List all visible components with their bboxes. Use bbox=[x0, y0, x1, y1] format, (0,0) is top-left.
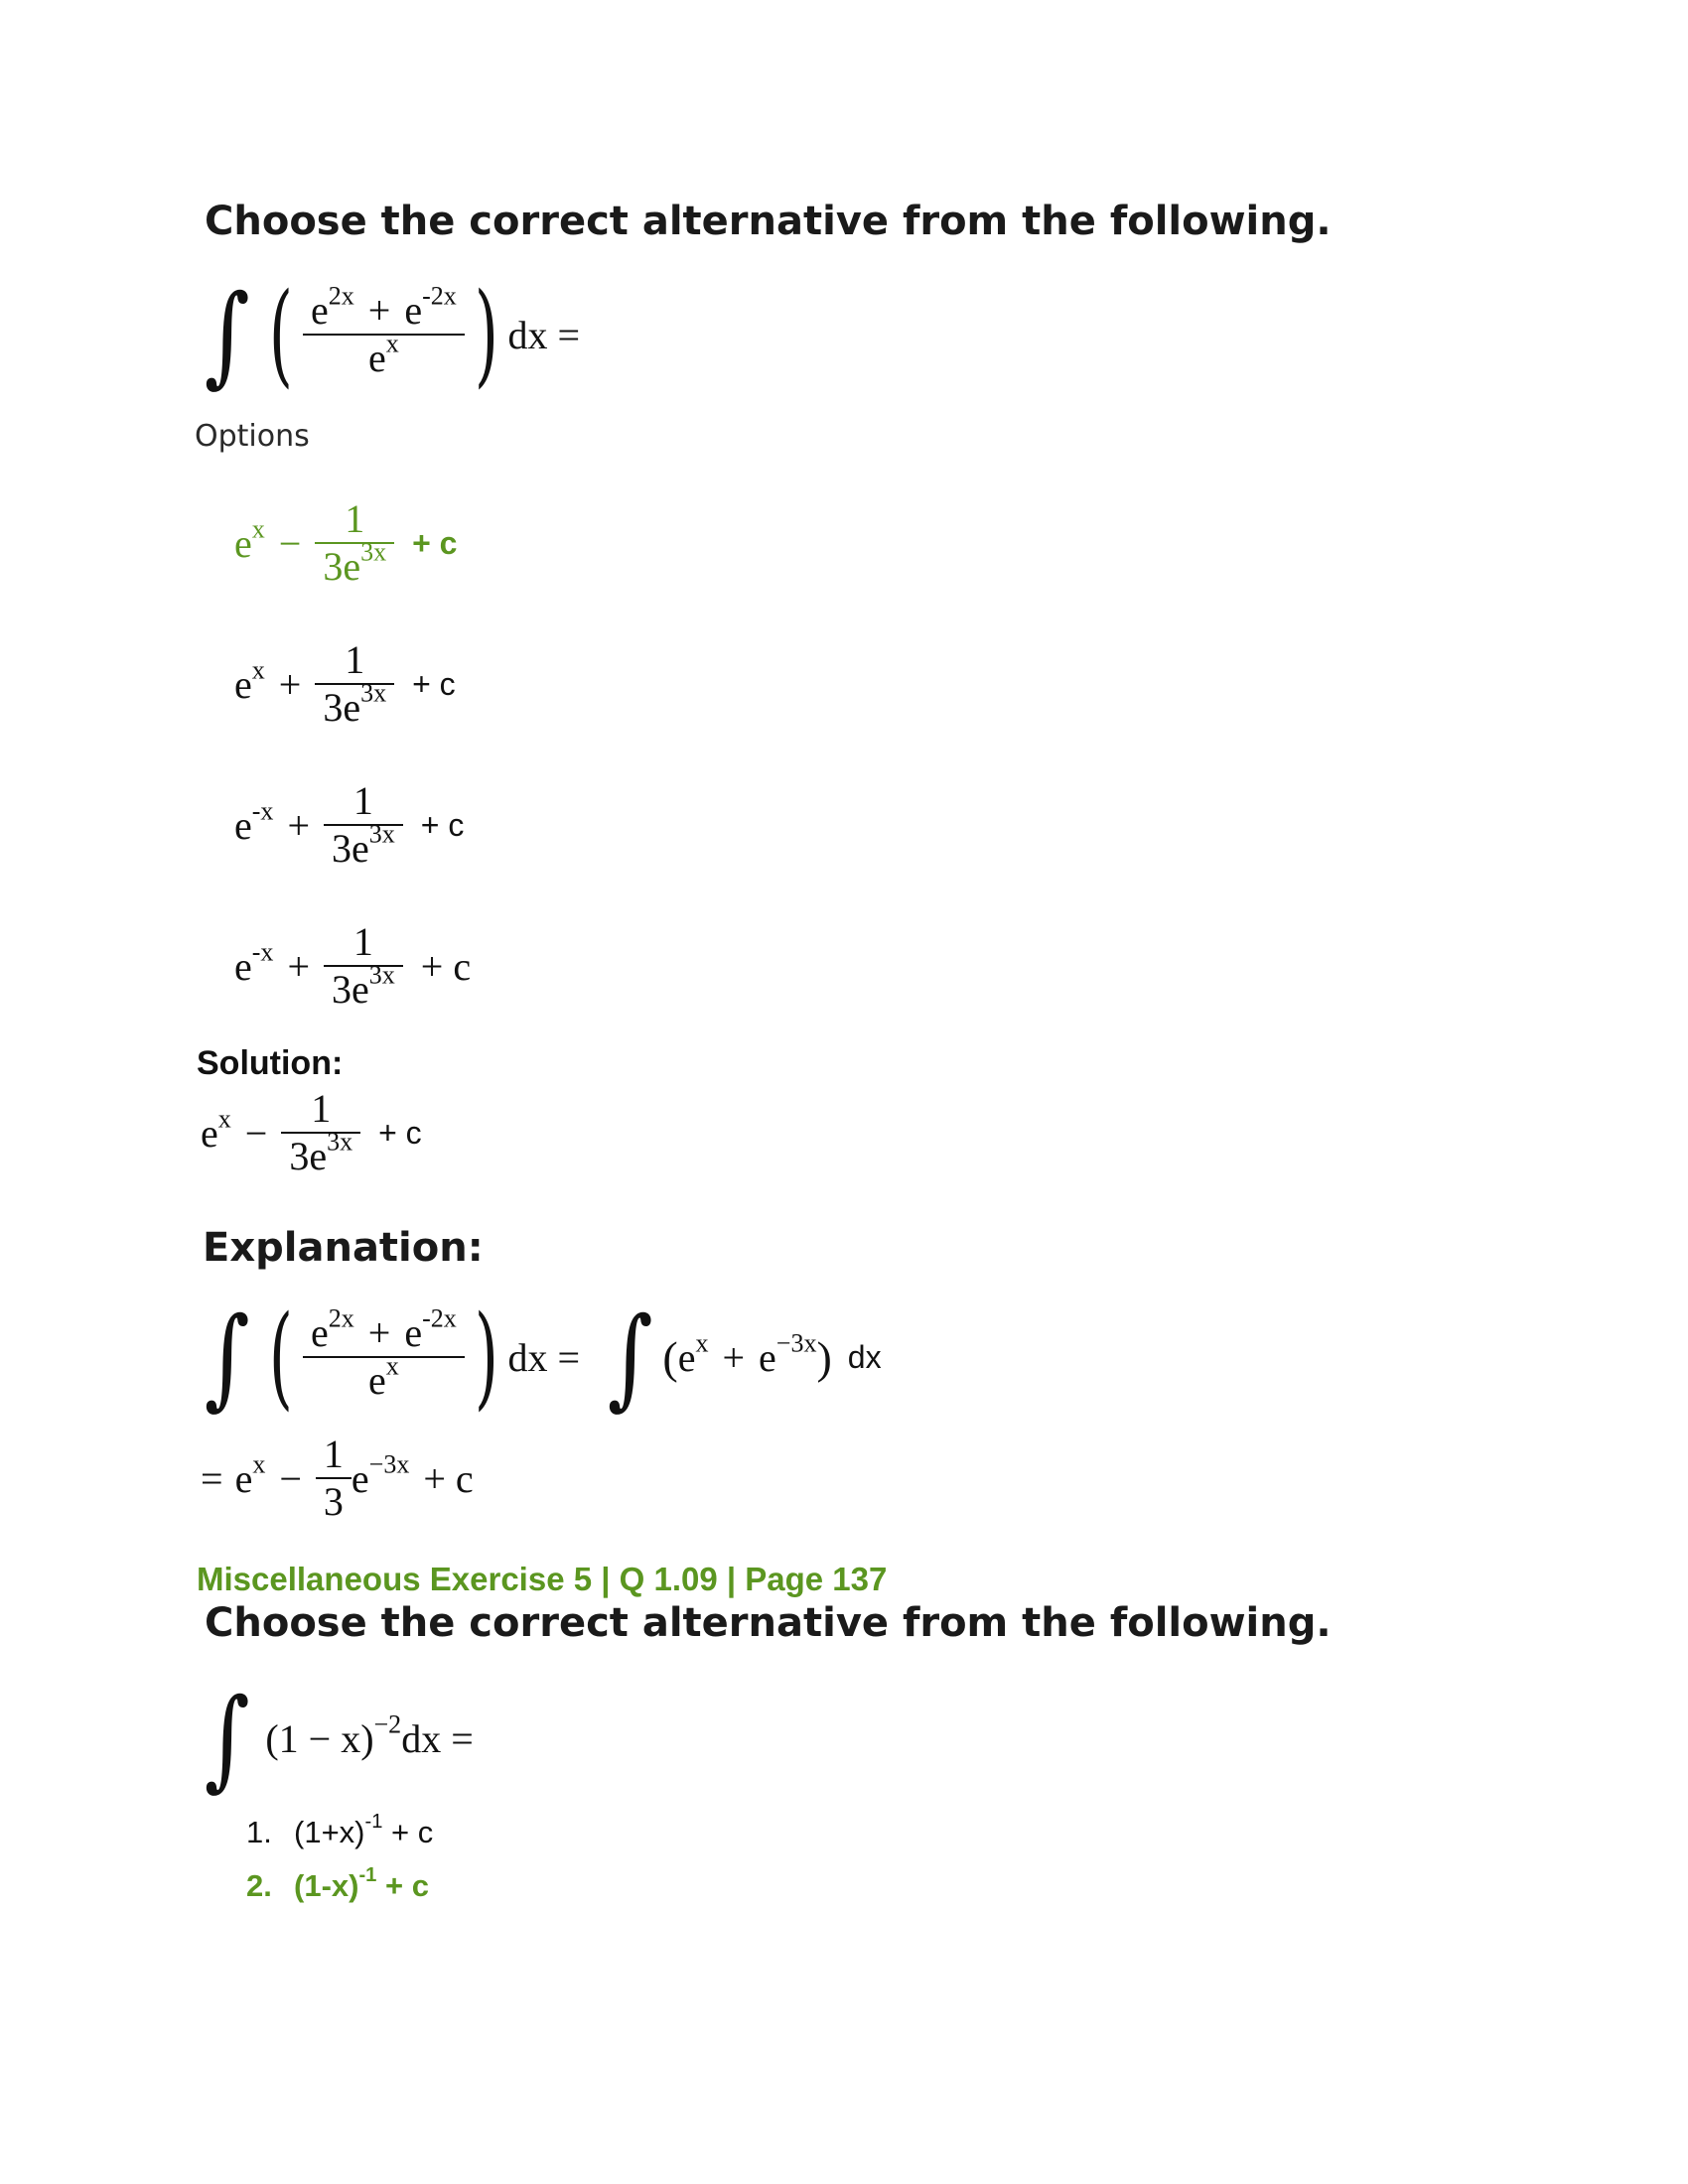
solution-label: Solution: bbox=[197, 1044, 344, 1082]
right-paren: ) bbox=[474, 1293, 498, 1422]
option-3[interactable]: $e^{-x}$ + $\frac{1}{3e^{3x}}$ + c bbox=[234, 778, 465, 871]
q1-heading: Choose the correct alternative from the following. bbox=[205, 199, 1332, 244]
left-paren: ( bbox=[269, 1293, 294, 1422]
option-4-fraction: $\frac{1}{3e^{3x}}$ bbox=[324, 919, 403, 1013]
explanation-line-2: = $e^x$ − $\frac{1}{3}$ $e^{-3x}$ + c bbox=[201, 1432, 474, 1524]
q1-integrand-fraction: $\frac{e^{2x} + e^{-2x}}{e^x}$ bbox=[303, 288, 465, 381]
integral-sign: ∫ bbox=[204, 1294, 250, 1421]
left-paren: ( bbox=[269, 270, 294, 399]
option-2-fraction: $\frac{1}{3e^{3x}}$ bbox=[315, 637, 394, 731]
explanation-line-1: ∫ ( $\frac{e^{2x} + e^{-2x}}{e^x}$ ) dx = ∫ ( $e^x$ + $e^{-3x}$ ) dx bbox=[204, 1293, 882, 1422]
solution-expression: $e^x$ − $\frac{1}{3e^{3x}}$ + c bbox=[201, 1086, 422, 1178]
right-paren: ) bbox=[474, 270, 498, 399]
integral-sign: ∫ bbox=[204, 1675, 250, 1802]
q1-integral-expression bbox=[199, 270, 580, 399]
explanation-fraction: $\frac{1}{3}$ bbox=[316, 1432, 352, 1525]
q2-integral-expression: ∫ $(1 - x)^{-2}$ dx = bbox=[204, 1675, 474, 1802]
option-1[interactable]: $e^x$ − $\frac{1}{3e^{3x}}$ + c bbox=[234, 496, 458, 589]
q2-option-2[interactable]: 2. $(1-x)^{-1} + c$ bbox=[246, 1863, 429, 1903]
option-3-fraction: $\frac{1}{3e^{3x}}$ bbox=[324, 778, 403, 872]
option-2[interactable]: $e^x$ + $\frac{1}{3e^{3x}}$ + c bbox=[234, 637, 456, 730]
integral-sign: ∫ bbox=[204, 271, 250, 398]
q2-heading: Choose the correct alternative from the following. bbox=[205, 1600, 1332, 1646]
q1-integral-tail: dx = bbox=[507, 312, 581, 357]
option-1-fraction: $\frac{1}{3e^{3x}}$ bbox=[315, 496, 394, 590]
explanation-integrand-fraction: $\frac{e^{2x} + e^{-2x}}{e^x}$ bbox=[303, 1310, 465, 1404]
q2-option-1[interactable]: 1. $(1+x)^{-1} + c$ bbox=[246, 1810, 434, 1849]
option-4[interactable]: $e^{-x}$ + $\frac{1}{3e^{3x}}$ + c bbox=[234, 919, 472, 1012]
explanation-label: Explanation: bbox=[203, 1225, 484, 1271]
options-label: Options bbox=[195, 419, 310, 454]
question-reference-link[interactable]: Miscellaneous Exercise 5 | Q 1.09 | Page 137 bbox=[197, 1561, 888, 1597]
solution-fraction: $\frac{1}{3e^{3x}}$ bbox=[281, 1086, 360, 1179]
integral-sign: ∫ bbox=[607, 1294, 653, 1421]
